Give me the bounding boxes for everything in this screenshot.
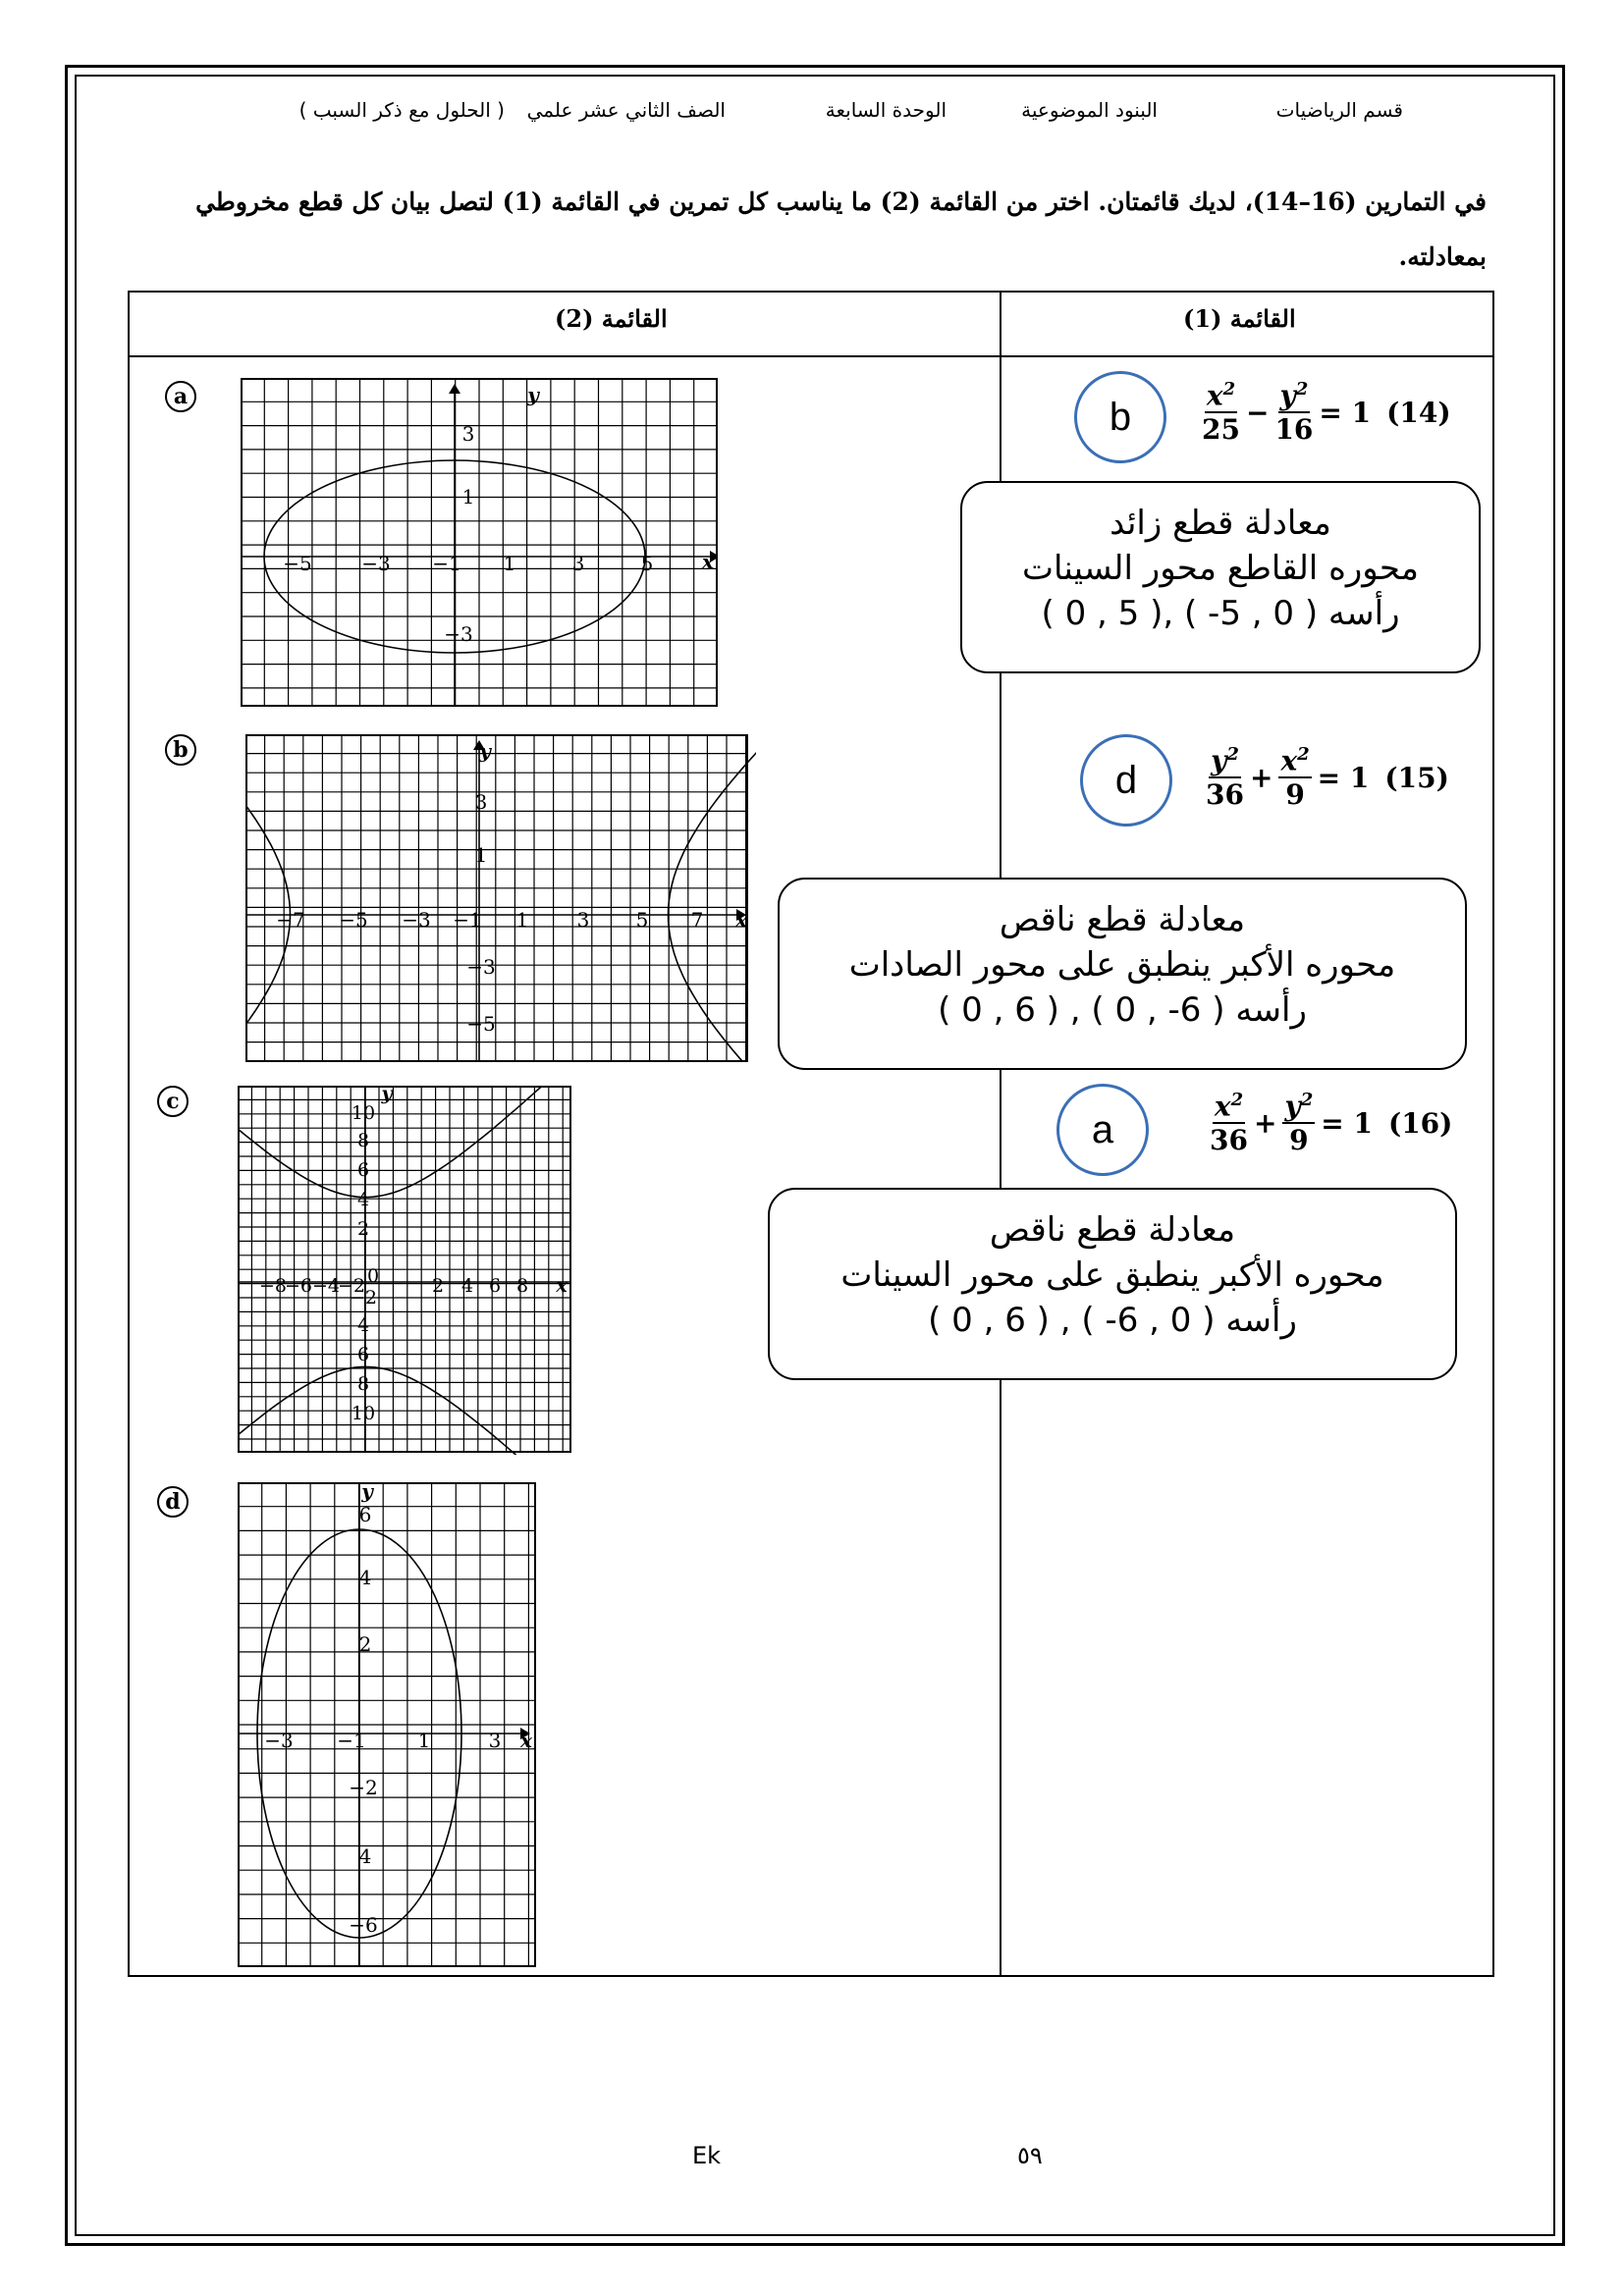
graph-d-y-label: y xyxy=(361,1482,373,1503)
explanation-15-line2: محوره الأكبر ينطبق على محور الصادات xyxy=(848,945,1396,985)
explanation-15-line1: معادلة قطع ناقص xyxy=(999,900,1246,939)
graph-b-y-label: y xyxy=(479,739,491,763)
graph-a-tick: −3 xyxy=(444,622,473,646)
graph-c-tick: −4 xyxy=(311,1275,341,1297)
eq14-t1-var: x xyxy=(1206,379,1223,412)
graph-d-label: d xyxy=(157,1486,189,1518)
graph-d-x-label: x xyxy=(520,1729,532,1752)
graph-c-tick: 0 xyxy=(366,1265,380,1287)
answer-circle-15: d xyxy=(1080,734,1172,827)
graph-b xyxy=(245,734,756,1062)
graph-c-tick: 2 xyxy=(431,1275,445,1297)
graph-a xyxy=(241,378,718,707)
graph-b-tick: −5 xyxy=(339,908,368,932)
graph-d xyxy=(238,1482,538,1967)
explanation-16-line2: محوره الأكبر ينطبق على محور السينات xyxy=(840,1255,1384,1295)
table-top-border xyxy=(128,291,1494,293)
graph-a-tick: 5 xyxy=(640,552,654,575)
graph-c-tick: −2 xyxy=(349,1287,378,1308)
graph-d-tick: 6 xyxy=(358,1503,372,1526)
eq14-op: − xyxy=(1245,396,1270,429)
graph-b-tick: 1 xyxy=(515,908,529,932)
equation-15 xyxy=(1206,744,1449,812)
explanation-callout-15 xyxy=(778,878,1467,1070)
graph-c-hyperbola xyxy=(238,1086,573,1455)
graph-c-tick: −8 xyxy=(258,1275,288,1297)
graph-d-tick: 1 xyxy=(417,1729,431,1752)
list1-title: القائمة (1) xyxy=(1183,304,1296,333)
graph-a-tick: −3 xyxy=(361,552,391,575)
graph-c-tick: −6 xyxy=(284,1275,313,1297)
explanation-16-line1: معادلة قطع ناقص xyxy=(989,1210,1236,1250)
answer-circle-16: a xyxy=(1056,1084,1149,1176)
eq14-t1-den: 25 xyxy=(1202,413,1240,447)
explanation-15-line3: رأسه ( 6- , 0 ) , ( 6 , 0 ) xyxy=(938,990,1307,1030)
graph-d-tick: −3 xyxy=(264,1729,294,1752)
graph-c-tick: 6 xyxy=(488,1275,502,1297)
graph-c-tick: 6 xyxy=(356,1344,370,1365)
eq16-op: + xyxy=(1253,1106,1277,1140)
graph-a-tick: 1 xyxy=(503,552,516,575)
equation-14 xyxy=(1202,379,1451,447)
eq15-t2-pow: 2 xyxy=(1297,744,1310,765)
explanation-callout-16 xyxy=(768,1188,1457,1380)
eq16-t2-var: y xyxy=(1284,1090,1301,1123)
graph-b-x-label: x xyxy=(735,908,747,932)
graph-a-tick: 3 xyxy=(461,422,475,446)
graph-c-tick: 8 xyxy=(356,1373,370,1395)
graph-c-tick: 4 xyxy=(356,1189,370,1210)
graph-a-tick: −1 xyxy=(432,552,461,575)
equation-16 xyxy=(1210,1090,1453,1157)
header-unit: الوحدة السابعة xyxy=(825,98,947,122)
graph-b-label: b xyxy=(165,734,196,766)
eq14-rhs: = 1 xyxy=(1319,396,1372,429)
exercise-number-16: (16) xyxy=(1387,1106,1453,1140)
graph-b-tick: −3 xyxy=(466,955,496,979)
header-items-type: البنود الموضوعية xyxy=(1021,98,1158,122)
table-header-border xyxy=(128,355,1494,357)
header-department: قسم الرياضيات xyxy=(1275,98,1403,122)
eq15-t1-den: 36 xyxy=(1206,778,1244,812)
page-number: ٥٩ xyxy=(1017,2142,1043,2169)
eq15-rhs: = 1 xyxy=(1317,761,1370,794)
exercise-number-15: (15) xyxy=(1384,761,1449,794)
eq14-t2-den: 16 xyxy=(1274,413,1314,447)
graph-c-label: c xyxy=(157,1086,189,1117)
eq14-t2-pow: 2 xyxy=(1295,379,1309,400)
graph-b-tick: −1 xyxy=(453,908,482,932)
graph-b-tick: 3 xyxy=(576,908,590,932)
graph-a-label: a xyxy=(165,381,196,412)
graph-c-tick: 2 xyxy=(356,1218,370,1240)
graph-c-tick: 8 xyxy=(356,1130,370,1151)
eq16-t1-pow: 2 xyxy=(1230,1090,1244,1110)
header-grade: الصف الثاني عشر علمي xyxy=(526,98,726,122)
graph-a-tick: 1 xyxy=(461,485,475,508)
graph-d-tick: −1 xyxy=(337,1729,366,1752)
list2-title: القائمة (2) xyxy=(555,304,668,333)
graph-c-tick: −2 xyxy=(337,1275,366,1297)
graph-d-tick: −6 xyxy=(349,1913,378,1937)
graph-b-tick: −7 xyxy=(276,908,305,932)
instructions: في التمارين (16–14)، لديك قائمتان. اختر من القائمة (2) ما يناسب كل تمرين في القائمة (1) لتصل بيان كل قطع مخروطي بمعادلته. xyxy=(195,187,1487,271)
footer-left-text: Ek xyxy=(692,2142,722,2169)
graph-b-tick: −3 xyxy=(402,908,431,932)
table-bottom-border xyxy=(128,1975,1494,1977)
explanation-16-line3: رأسه ( 0 , 6- ) , ( 6 , 0 ) xyxy=(928,1301,1297,1340)
graph-a-tick: 3 xyxy=(571,552,585,575)
graph-a-x-label: x xyxy=(702,550,714,573)
graph-a-tick: −5 xyxy=(283,552,312,575)
graph-c-x-label: x xyxy=(556,1275,568,1297)
explanation-callout-14 xyxy=(960,481,1481,673)
eq15-op: + xyxy=(1249,761,1273,794)
table-left-border xyxy=(128,291,130,1977)
eq16-t2-pow: 2 xyxy=(1300,1090,1314,1110)
graph-c-tick: 10 xyxy=(351,1403,376,1424)
explanation-14-line2: محوره القاطع محور السينات xyxy=(1021,549,1420,588)
graph-c-y-label: y xyxy=(381,1086,393,1104)
eq16-rhs: = 1 xyxy=(1321,1106,1373,1140)
graph-b-tick: −5 xyxy=(466,1012,496,1036)
graph-b-tick: 3 xyxy=(474,790,488,814)
exercise-number-14: (14) xyxy=(1386,396,1451,429)
graph-d-tick: 3 xyxy=(488,1729,502,1752)
graph-d-tick: 2 xyxy=(358,1632,372,1656)
graph-b-tick: 1 xyxy=(474,843,488,867)
header-note: ( الحلول مع ذكر السبب ) xyxy=(298,98,505,122)
graph-b-tick: 7 xyxy=(690,908,704,932)
eq15-t2-var: x xyxy=(1280,744,1298,777)
graph-c-tick: 4 xyxy=(356,1314,370,1336)
eq15-t1-pow: 2 xyxy=(1226,744,1239,765)
graph-d-tick: 4 xyxy=(358,1566,372,1589)
eq15-t1-var: y xyxy=(1211,744,1227,777)
graph-d-tick: 4 xyxy=(358,1844,372,1868)
eq14-t2-var: y xyxy=(1279,379,1296,412)
graph-b-tick: 5 xyxy=(635,908,649,932)
explanation-14-line3: رأسه ( 0 , 5- ) ,( 5 , 0 ) xyxy=(1041,594,1400,633)
eq16-t2-den: 9 xyxy=(1289,1124,1309,1157)
eq16-t1-den: 36 xyxy=(1210,1124,1248,1157)
graph-c-tick: 4 xyxy=(460,1275,474,1297)
graph-d-tick: −2 xyxy=(349,1776,378,1799)
eq15-t2-den: 9 xyxy=(1285,778,1305,812)
explanation-14-line1: معادلة قطع زائد xyxy=(1110,504,1331,543)
table-right-border xyxy=(1492,291,1494,1977)
graph-a-y-label: y xyxy=(527,383,539,406)
graph-c-tick: 10 xyxy=(351,1102,376,1124)
eq14-t1-pow: 2 xyxy=(1222,379,1236,400)
answer-circle-14: b xyxy=(1074,371,1166,463)
graph-c-tick: 6 xyxy=(356,1159,370,1181)
graph-c xyxy=(238,1086,573,1455)
eq16-t1-var: x xyxy=(1214,1090,1231,1123)
graph-c-tick: 8 xyxy=(515,1275,529,1297)
